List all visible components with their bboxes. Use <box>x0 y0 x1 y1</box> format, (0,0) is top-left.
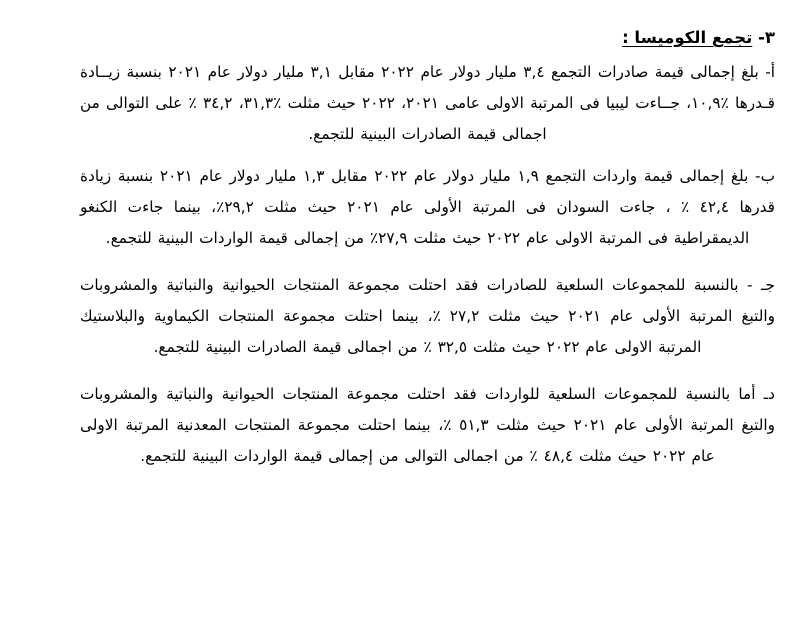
paragraph-c: جـ - بالنسبة للمجموعات السلعية للصادرات فقد احتلت مجموعة المنتجات الحيوانية والنباتية والمشروبات والتبغ المرتبة الأولى عام ٢٠٢١ حيث مثلت ٢٧,٢ ٪، بينما احتلت مجموعة المنتجات الكيماوية والبلاستيك المرتبة الاولى عام ٢٠٢٢ حيث مثلت ٣٢,٥ ٪ من اجمالى قيمة الصادرات البينية للتجمع. <box>80 276 775 356</box>
paragraph-spacer <box>18 260 777 270</box>
page-title <box>18 26 777 51</box>
paragraph-a: أ- بلغ إجمالى قيمة صادرات التجمع ٣,٤ مليار دولار عام ٢٠٢٢ مقابل ٣,١ مليار دولار عام ٢٠٢١ بنسبة زيــادة قـدرها ٪١٠,٩، جــاءت ليبيا فى المرتبة الاولى عامى ٢٠٢١، ٢٠٢٢ حيث مثلت ٪٣١,٣، ٣٤,٢ ٪ على التوالى من اجمالى قيمة الصادرات البينية للتجمع. <box>80 62 775 143</box>
paragraph-spacer <box>18 369 777 379</box>
heading-title: تجمع الكوميسا : <box>622 28 753 47</box>
paragraph-d: دـ أما بالنسبة للمجموعات السلعية للواردات فقد احتلت مجموعة المنتجات الحيوانية والنباتية والمشروبات والتبغ المرتبة الأولى عام ٢٠٢١ حيث مثلت ٥١,٣ ٪، بينما احتلت مجموعة المنتجات المعدنية المرتبة الاولى عام ٢٠٢٢ حيث مثلت ٤٨,٤ ٪ من اجمالى التوالى من إجمالى قيمة الواردات البينية للتجمع. <box>80 384 776 465</box>
paragraph-b: ب- بلغ إجمالى قيمة واردات التجمع ١,٩ مليار دولار عام ٢٠٢٢ مقابل ١,٣ مليار دولار عام ٢٠٢١ بنسبة زيادة قدرها ٤٢,٤ ٪ ، جاءت السودان فى المرتبة الأولى عام ٢٠٢١ حيث مثلت ٢٩,٢٪، بينما جاءت الكنغو الديمقراطية فى المرتبة الاولى عام ٢٠٢٢ حيث مثلت ٢٧,٩٪ من إجمالى قيمة الواردات البينية للتجمع. <box>80 167 775 248</box>
heading-number: ٣- <box>758 28 775 47</box>
